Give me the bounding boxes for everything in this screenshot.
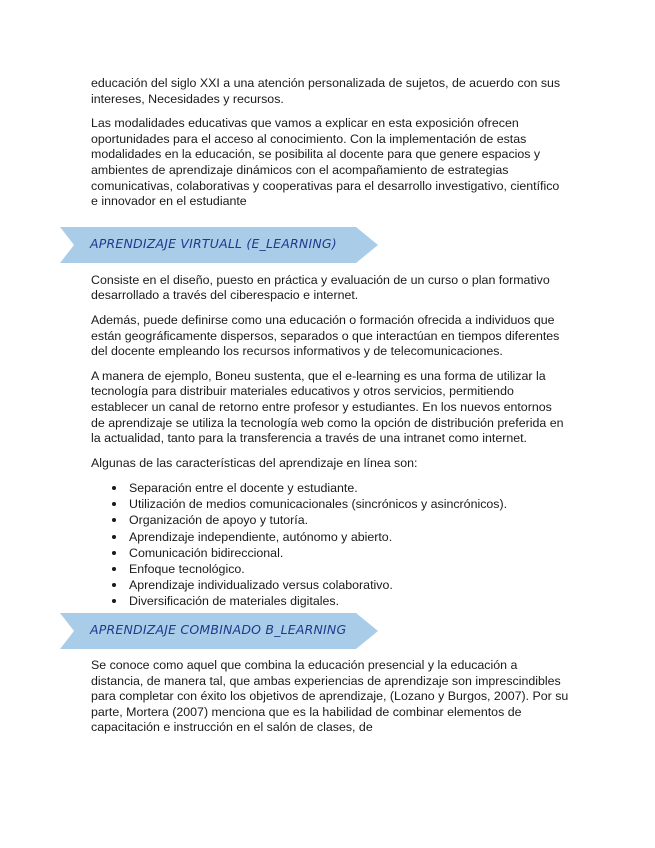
intro-paragraph-2: Las modalidades educativas que vamos a explicar en esta exposición ofrecen oportunidades para el acceso al conocimiento. Con la implementación de estas modalidades en la educación, se posibilita al docente para que genere espacios y ambientes de aprendizaje dinámicos con el acompañamiento de estrategias comunicativas, colaborativas y cooperativas para el desarrollo investigativo, científico e innovador en el estudiante xyxy=(91,116,560,209)
section-banner-b-learning xyxy=(60,613,378,649)
list-item: Aprendizaje independiente, autónomo y abierto. xyxy=(91,529,569,545)
list-item: Separación entre el docente y estudiante. xyxy=(91,480,569,496)
e-learning-paragraph-3: A manera de ejemplo, Boneu sustenta, que el e-learning es una forma de utilizar la tecnología para distribuir materiales educativos y otros servicios, permitiendo establecer un canal de retorno entre profesor y estudiantes. En los nuevos entornos de aprendizaje se utiliza la tecnología web como la opción de distribución preferida en la actualidad, tanto para la transferencia a través de una intranet como internet. xyxy=(91,368,564,446)
b-learning-paragraph-1: Se conoce como aquel que combina la educación presencial y la educación a distancia, de manera tal, que ambas experiencias de aprendizaje son imprescindibles para completar con éxito los objetivos de aprendizaje, (Lozano y Burgos, 2007). Por su parte, Mortera (2007) menciona que es la habilidad de combinar elementos de capacitación e instrucción en el salón de clases, de xyxy=(91,658,569,735)
e-learning-paragraph-4: Algunas de las características del aprendizaje en línea son: xyxy=(91,455,418,470)
section-heading-b-learning: APRENDIZAJE COMBINADO B_LEARNING xyxy=(90,622,347,638)
list-item: Comunicación bidireccional. xyxy=(91,545,569,561)
e-learning-paragraph-1: Consiste en el diseño, puesto en práctica y evaluación de un curso o plan formativo desarrollado a través del ciberespacio e internet. xyxy=(91,272,550,303)
characteristics-list xyxy=(91,480,569,609)
list-item: Utilización de medios comunicacionales (sincrónicos y asincrónicos). xyxy=(91,496,569,512)
list-item: Diversificación de materiales digitales. xyxy=(91,593,569,609)
intro-paragraph-1: educación del siglo XXI a una atención personalizada de sujetos, de acuerdo con sus intereses, Necesidades y recursos. xyxy=(91,76,561,106)
document-content xyxy=(91,76,569,745)
list-item: Organización de apoyo y tutoría. xyxy=(91,512,569,528)
section-heading-e-learning: APRENDIZAJE VIRTUALL (E_LEARNING) xyxy=(90,235,337,251)
list-item: Enfoque tecnológico. xyxy=(91,561,569,577)
e-learning-paragraph-2: Además, puede definirse como una educación o formación ofrecida a individuos que están geográficamente dispersos, separados o que interactúan en tiempos diferentes del docente empleando los recursos informativos y de telecomunicaciones. xyxy=(91,312,560,359)
section-banner-e-learning xyxy=(60,227,378,263)
list-item: Aprendizaje individualizado versus colaborativo. xyxy=(91,577,569,593)
